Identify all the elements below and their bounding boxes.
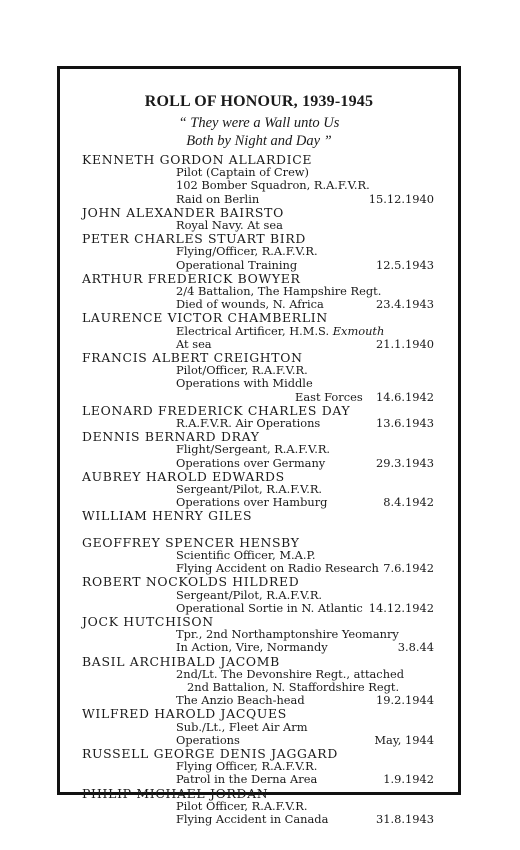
entry-name: JOHN ALEXANDER BAIRSTO: [82, 204, 284, 220]
ship-name: Exmouth: [332, 323, 385, 338]
entry-detail-line: [82, 417, 434, 430]
entry-detail-line: [82, 338, 434, 351]
entry-name: BASIL ARCHIBALD JACOMB: [82, 653, 280, 669]
entry-detail-line: [82, 457, 434, 470]
entry-detail-line: [82, 219, 434, 232]
entry-detail-line: [82, 734, 434, 747]
entry-date: 31.8.1943: [376, 811, 434, 826]
entry-detail-text: Pilot Officer, R.A.F.V.R.: [176, 798, 308, 813]
entry-detail-text: Operational Sortie in N. Atlantic: [176, 600, 363, 615]
entry-detail-line: [82, 496, 434, 509]
entry-detail-text: 2/4 Battalion, The Hampshire Regt.: [176, 284, 382, 299]
entry-detail-text: Flying Officer, R.A.F.V.R.: [176, 759, 318, 774]
entry-detail-text: 2nd/Lt. The Devonshire Regt., attached: [176, 666, 405, 681]
entry-detail-text: 2nd Battalion, N. Staffordshire Regt.: [187, 679, 400, 694]
entry-date: 14.12.1942: [368, 600, 434, 615]
entry-name: LAURENCE VICTOR CHAMBERLIN: [82, 310, 328, 326]
entry-detail-text: Raid on Berlin: [176, 191, 260, 206]
entry-detail-text: Sergeant/Pilot, R.A.F.V.R.: [176, 587, 323, 602]
section-gap: [82, 523, 434, 536]
entry-detail-text: Pilot (Captain of Crew): [176, 165, 310, 180]
entry-date: 19.2.1944: [376, 693, 434, 708]
entry-detail-text: Pilot/Officer, R.A.F.V.R.: [176, 363, 308, 378]
entry-detail-text: Scientific Officer, M.A.P.: [176, 547, 316, 562]
entry-detail-line: [82, 377, 434, 390]
entry-name: AUBREY HAROLD EDWARDS: [82, 468, 285, 484]
entry-date: 14.6.1942: [376, 389, 434, 404]
entry-name: PHILIP MICHAEL JORDAN: [82, 785, 269, 801]
entry-date: 1.9.1942: [383, 772, 434, 787]
entry-name: WILFRED HAROLD JACQUES: [82, 706, 287, 722]
entry-detail-line: [82, 602, 434, 615]
entry-detail-text: Operations over Hamburg: [176, 495, 328, 510]
entry-detail-line: [82, 298, 434, 311]
entry-date: May, 1944: [374, 732, 434, 747]
entry-detail-text: Operations with Middle: [176, 376, 313, 391]
roll-list: [82, 153, 434, 826]
entry-detail-text: Tpr., 2nd Northamptonshire Yeomanry: [176, 627, 399, 642]
entry-detail-line: [82, 773, 434, 786]
entry-detail-line: [82, 641, 434, 654]
motto-line-1: “ They were a Wall unto Us: [178, 115, 340, 131]
entry-detail-line: [82, 325, 434, 338]
entry-name: ARTHUR FREDERICK BOWYER: [82, 270, 301, 286]
entry-name: GEOFFREY SPENCER HENSBY: [82, 534, 300, 550]
entry-name: JOCK HUTCHISON: [82, 613, 214, 629]
entry-detail-text: Operations: [176, 732, 240, 747]
entry-name: RUSSELL GEORGE DENIS JAGGARD: [82, 745, 338, 761]
entry-detail-text: R.A.F.V.R. Air Operations: [176, 416, 321, 431]
entry-name: PETER CHARLES STUART BIRD: [82, 231, 307, 247]
page-title: ROLL OF HONOUR, 1939-1945: [144, 93, 374, 110]
entry-name: FRANCIS ALBERT CREIGHTON: [82, 350, 303, 366]
entry-date: 15.12.1940: [368, 191, 434, 206]
entry-name: LEONARD FREDERICK CHARLES DAY: [82, 402, 351, 418]
entry-detail-line: [82, 813, 434, 826]
entry-name: ROBERT NOCKOLDS HILDRED: [82, 574, 300, 590]
entry-detail-line: [82, 391, 434, 404]
entry-date: 29.3.1943: [376, 455, 434, 470]
entry-date: 12.5.1943: [376, 257, 434, 272]
entry-detail-text: Flying Accident on Radio Research: [176, 561, 379, 576]
page-border: [57, 66, 461, 826]
entry-detail-text: Operations over Germany: [176, 455, 326, 470]
entry-detail-line: [82, 259, 434, 272]
entry-detail-line: [82, 562, 434, 575]
entry-date: 3.8.44: [397, 640, 434, 655]
entry-detail-text: Operational Training: [176, 257, 298, 272]
entry-detail-line: [82, 193, 434, 206]
entry-detail-text: East Forces: [295, 389, 363, 404]
motto-line-2: Both by Night and Day ”: [186, 133, 332, 149]
entry-detail-text: Electrical Artificer, H.M.S.: [176, 323, 330, 338]
entry-detail-text: The Anzio Beach-head: [176, 693, 305, 708]
entry-date: 13.6.1943: [376, 416, 434, 431]
entry-detail-line: [82, 694, 434, 707]
entry-date: 23.4.1943: [376, 297, 434, 312]
entry-detail-line: [82, 721, 434, 734]
entry-detail-text: At sea: [176, 336, 212, 351]
entry-detail-text: Royal Navy. At sea: [176, 218, 283, 233]
entry-detail-text: Patrol in the Derna Area: [176, 772, 318, 787]
entry-date: 21.1.1940: [376, 336, 434, 351]
entry-detail-text: Flight/Sergeant, R.A.F.V.R.: [176, 442, 331, 457]
entry-detail-text: Sergeant/Pilot, R.A.F.V.R.: [176, 482, 323, 497]
entry-detail-text: Flying/Officer, R.A.F.V.R.: [176, 244, 318, 259]
entry-date: 8.4.1942: [383, 495, 434, 510]
entry-detail-text: Died of wounds, N. Africa: [176, 297, 324, 312]
entry-date: 7.6.1942: [383, 561, 434, 576]
entry-detail-text: 102 Bomber Squadron, R.A.F.V.R.: [176, 178, 370, 193]
entry-name: KENNETH GORDON ALLARDICE: [82, 152, 313, 167]
entry-detail-text: Flying Accident in Canada: [176, 811, 329, 826]
entry-detail-text: Sub./Lt., Fleet Air Arm: [176, 719, 308, 734]
entry-name: WILLIAM HENRY GILES: [82, 508, 253, 524]
entry-detail-text: In Action, Vire, Normandy: [176, 640, 328, 655]
entry-name: DENNIS BERNARD DRAY: [82, 429, 260, 445]
